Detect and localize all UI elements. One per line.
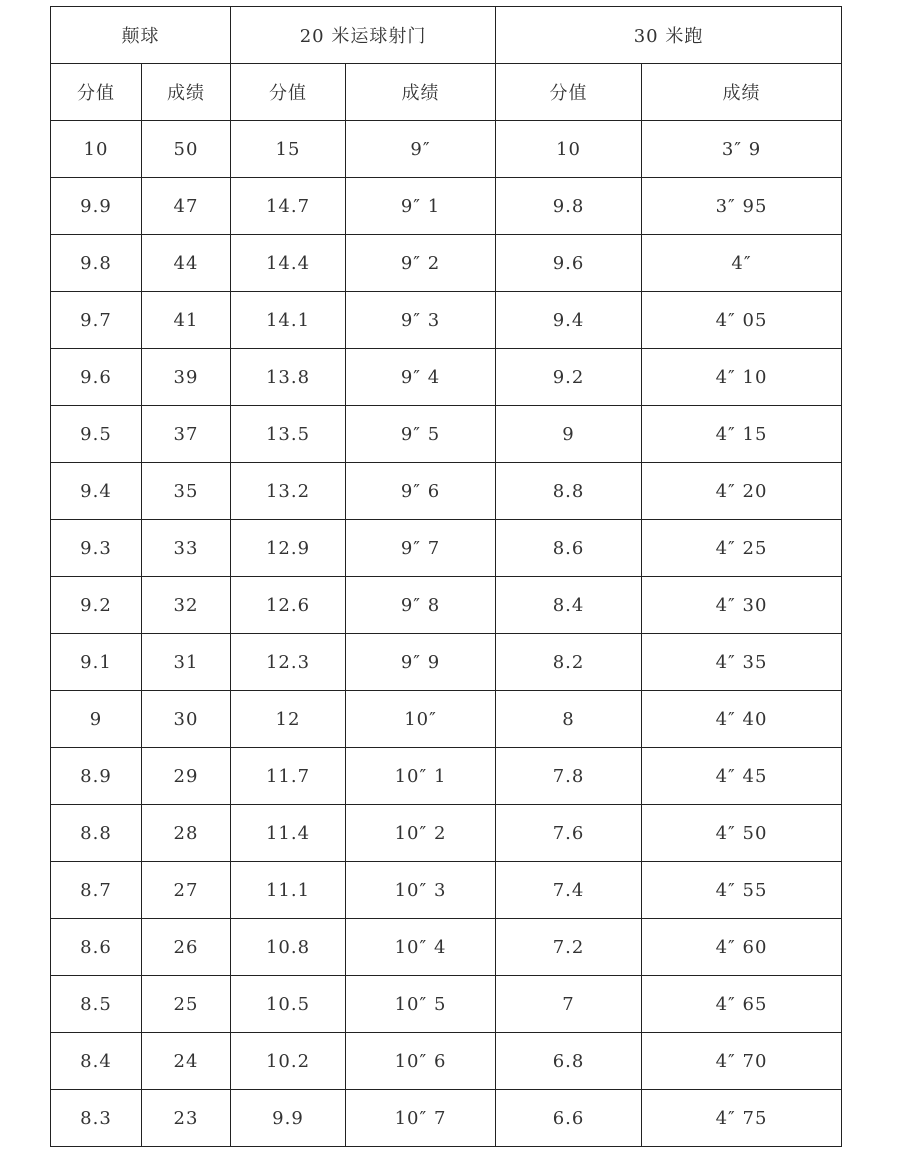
run-result-cell: 4″ 05 [642, 292, 842, 349]
subheader-result: 成绩 [346, 64, 496, 121]
dribble-shot-result-cell: 10″ [346, 691, 496, 748]
run-result-cell: 3″ 95 [642, 178, 842, 235]
dribble-shot-score-cell: 12.6 [231, 577, 346, 634]
juggling-score-cell: 8.8 [51, 805, 142, 862]
run-result-cell: 3″ 9 [642, 121, 842, 178]
table-row [51, 577, 842, 634]
juggling-score-cell: 9.4 [51, 463, 142, 520]
run-result-cell: 4″ 75 [642, 1090, 842, 1147]
run-score-cell: 8.2 [496, 634, 642, 691]
table-row [51, 520, 842, 577]
juggling-score-cell: 8.5 [51, 976, 142, 1033]
juggling-score-cell: 10 [51, 121, 142, 178]
juggling-result-cell: 24 [142, 1033, 231, 1090]
dribble-shot-score-cell: 11.4 [231, 805, 346, 862]
dribble-shot-score-cell: 12 [231, 691, 346, 748]
score-table [50, 6, 842, 1147]
dribble-shot-score-cell: 14.7 [231, 178, 346, 235]
dribble-shot-score-cell: 10.2 [231, 1033, 346, 1090]
dribble-shot-result-cell: 9″ 5 [346, 406, 496, 463]
juggling-result-cell: 28 [142, 805, 231, 862]
group-header-dribble-shot: 20 米运球射门 [231, 7, 496, 64]
dribble-shot-result-cell: 10″ 3 [346, 862, 496, 919]
run-result-cell: 4″ 40 [642, 691, 842, 748]
run-result-cell: 4″ 20 [642, 463, 842, 520]
dribble-shot-result-cell: 10″ 7 [346, 1090, 496, 1147]
run-score-cell: 9.6 [496, 235, 642, 292]
dribble-shot-result-cell: 10″ 2 [346, 805, 496, 862]
run-result-cell: 4″ 35 [642, 634, 842, 691]
juggling-score-cell: 9.3 [51, 520, 142, 577]
run-score-cell: 6.8 [496, 1033, 642, 1090]
juggling-result-cell: 33 [142, 520, 231, 577]
juggling-score-cell: 9 [51, 691, 142, 748]
juggling-result-cell: 44 [142, 235, 231, 292]
run-result-cell: 4″ [642, 235, 842, 292]
juggling-result-cell: 26 [142, 919, 231, 976]
run-result-cell: 4″ 65 [642, 976, 842, 1033]
subheader-result: 成绩 [642, 64, 842, 121]
run-score-cell: 9.4 [496, 292, 642, 349]
table-row [51, 919, 842, 976]
run-score-cell: 8 [496, 691, 642, 748]
dribble-shot-result-cell: 9″ [346, 121, 496, 178]
run-score-cell: 9 [496, 406, 642, 463]
table-row [51, 862, 842, 919]
run-score-cell: 9.2 [496, 349, 642, 406]
dribble-shot-result-cell: 9″ 3 [346, 292, 496, 349]
dribble-shot-result-cell: 10″ 6 [346, 1033, 496, 1090]
table-row [51, 121, 842, 178]
run-score-cell: 7.6 [496, 805, 642, 862]
table-row [51, 178, 842, 235]
dribble-shot-result-cell: 9″ 8 [346, 577, 496, 634]
subheader-result: 成绩 [142, 64, 231, 121]
juggling-result-cell: 41 [142, 292, 231, 349]
dribble-shot-result-cell: 9″ 9 [346, 634, 496, 691]
dribble-shot-score-cell: 9.9 [231, 1090, 346, 1147]
run-score-cell: 7.8 [496, 748, 642, 805]
dribble-shot-result-cell: 10″ 4 [346, 919, 496, 976]
table-row [51, 349, 842, 406]
dribble-shot-score-cell: 14.1 [231, 292, 346, 349]
dribble-shot-score-cell: 12.9 [231, 520, 346, 577]
run-result-cell: 4″ 15 [642, 406, 842, 463]
dribble-shot-result-cell: 9″ 2 [346, 235, 496, 292]
run-result-cell: 4″ 60 [642, 919, 842, 976]
dribble-shot-score-cell: 15 [231, 121, 346, 178]
subheader-score: 分值 [496, 64, 642, 121]
juggling-score-cell: 9.2 [51, 577, 142, 634]
table-row [51, 1090, 842, 1147]
dribble-shot-result-cell: 9″ 6 [346, 463, 496, 520]
dribble-shot-score-cell: 13.8 [231, 349, 346, 406]
juggling-score-cell: 9.5 [51, 406, 142, 463]
juggling-result-cell: 30 [142, 691, 231, 748]
juggling-result-cell: 32 [142, 577, 231, 634]
table-row [51, 1033, 842, 1090]
juggling-score-cell: 8.3 [51, 1090, 142, 1147]
dribble-shot-score-cell: 10.8 [231, 919, 346, 976]
juggling-result-cell: 29 [142, 748, 231, 805]
group-header-30m-run: 30 米跑 [496, 7, 842, 64]
dribble-shot-score-cell: 11.7 [231, 748, 346, 805]
juggling-score-cell: 8.7 [51, 862, 142, 919]
table-body [51, 121, 842, 1147]
juggling-result-cell: 23 [142, 1090, 231, 1147]
subheader-score: 分值 [51, 64, 142, 121]
juggling-result-cell: 25 [142, 976, 231, 1033]
run-score-cell: 8.6 [496, 520, 642, 577]
juggling-result-cell: 27 [142, 862, 231, 919]
dribble-shot-score-cell: 12.3 [231, 634, 346, 691]
run-result-cell: 4″ 25 [642, 520, 842, 577]
table-row [51, 463, 842, 520]
dribble-shot-score-cell: 14.4 [231, 235, 346, 292]
table-row [51, 292, 842, 349]
subheader-row [51, 64, 842, 121]
juggling-score-cell: 8.9 [51, 748, 142, 805]
group-header-juggling: 颠球 [51, 7, 231, 64]
juggling-score-cell: 9.9 [51, 178, 142, 235]
dribble-shot-result-cell: 9″ 1 [346, 178, 496, 235]
dribble-shot-result-cell: 10″ 5 [346, 976, 496, 1033]
juggling-result-cell: 37 [142, 406, 231, 463]
table-header [51, 7, 842, 121]
juggling-score-cell: 9.6 [51, 349, 142, 406]
dribble-shot-score-cell: 13.5 [231, 406, 346, 463]
juggling-result-cell: 50 [142, 121, 231, 178]
juggling-result-cell: 39 [142, 349, 231, 406]
run-result-cell: 4″ 55 [642, 862, 842, 919]
juggling-result-cell: 47 [142, 178, 231, 235]
run-score-cell: 6.6 [496, 1090, 642, 1147]
juggling-result-cell: 35 [142, 463, 231, 520]
dribble-shot-score-cell: 13.2 [231, 463, 346, 520]
dribble-shot-result-cell: 9″ 7 [346, 520, 496, 577]
run-score-cell: 8.4 [496, 577, 642, 634]
juggling-score-cell: 8.6 [51, 919, 142, 976]
table-row [51, 406, 842, 463]
run-score-cell: 9.8 [496, 178, 642, 235]
table-row [51, 748, 842, 805]
run-score-cell: 7 [496, 976, 642, 1033]
run-result-cell: 4″ 50 [642, 805, 842, 862]
table-row [51, 691, 842, 748]
run-score-cell: 8.8 [496, 463, 642, 520]
juggling-score-cell: 9.7 [51, 292, 142, 349]
run-score-cell: 7.2 [496, 919, 642, 976]
group-header-row [51, 7, 842, 64]
dribble-shot-result-cell: 9″ 4 [346, 349, 496, 406]
run-score-cell: 10 [496, 121, 642, 178]
juggling-score-cell: 9.1 [51, 634, 142, 691]
dribble-shot-score-cell: 10.5 [231, 976, 346, 1033]
table-row [51, 235, 842, 292]
juggling-score-cell: 9.8 [51, 235, 142, 292]
run-result-cell: 4″ 70 [642, 1033, 842, 1090]
run-score-cell: 7.4 [496, 862, 642, 919]
juggling-score-cell: 8.4 [51, 1033, 142, 1090]
dribble-shot-result-cell: 10″ 1 [346, 748, 496, 805]
table-row [51, 976, 842, 1033]
run-result-cell: 4″ 45 [642, 748, 842, 805]
table-row [51, 634, 842, 691]
dribble-shot-score-cell: 11.1 [231, 862, 346, 919]
table-row [51, 805, 842, 862]
run-result-cell: 4″ 10 [642, 349, 842, 406]
juggling-result-cell: 31 [142, 634, 231, 691]
run-result-cell: 4″ 30 [642, 577, 842, 634]
subheader-score: 分值 [231, 64, 346, 121]
